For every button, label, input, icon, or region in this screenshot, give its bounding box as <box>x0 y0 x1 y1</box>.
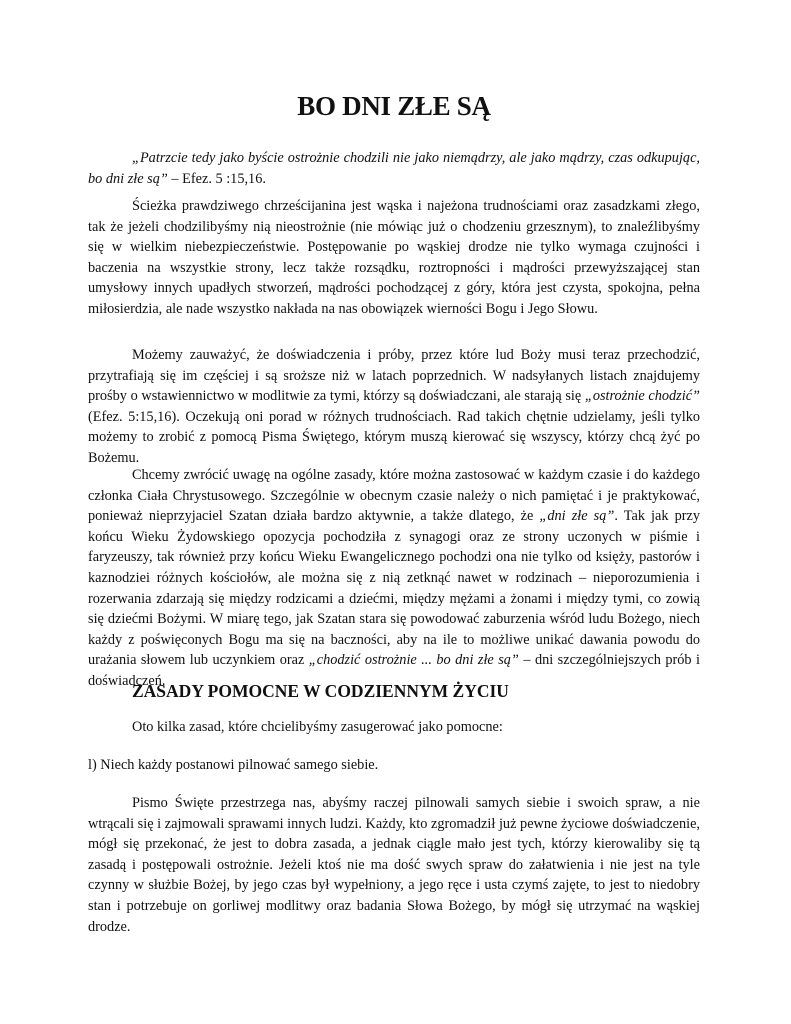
paragraph-3-italic-1: „dni złe są” <box>539 508 615 525</box>
paragraph-2 <box>88 345 700 469</box>
paragraph-2-text-b: (Efez. 5:15,16). Oczekują oni porad w różnych trudnościach. Rad takich chętnie udzielamy, jeśli tylko możemy to zrobić z pomocą Pisma Świętego, którym muszą kierować się wszyscy, którzy chcą żyć po Bożemu. <box>88 408 700 466</box>
paragraph-4: Pismo Święte przestrzega nas, abyśmy raczej pilnowali samych siebie i swoich spraw, a nie wtrącali się i zajmowali sprawami innych ludzi. Każdy, kto zgromadził już pewne życiowe doświadczenie, mógł się przekonać, że jest to dobra zasada, a jednak ciągle mało jest tych, którzy kierowaliby się tą zasadą i postępowali ostrożnie. Jeżeli ktoś nie ma dość swych spraw do załatwienia i nie jest na tyle czynny w służbie Bożej, by jego czas był wypełniony, a jego ręce i usta czymś zajęte, to jest to niedobry stan i potrzebuje on gorliwej modlitwy oraz badania Słowa Bożego, by mógł się utrzymać na wąskiej drodze. <box>88 795 700 935</box>
section-intro: Oto kilka zasad, które chcielibyśmy zasugerować jako pomocne: <box>132 719 503 735</box>
paragraph-3-text-c: – dni szczególniejszych prób i doświadczeń. <box>88 652 700 689</box>
paragraph-3-text-b: . Tak jak przy końcu Wieku Żydowskiego opozycja pochodziła z synagogi oraz ze strony uczonych w piśmie i faryzeuszy, tak również przy końcu Wieku Ewangelicznego pochodzi ona nie tylko od księży, pastorów i kaznodziei różnych kościołów, ale można się z nią zetknąć nawet w rodzinach – nieporozumienia i rozerwania zdarzają się między rodzicami a dziećmi, między mężami a żonami i między tymi, co zowią się dziećmi Bożymi. W miarę tego, jak Szatan stara się powodować zaburzenia wśród ludu Bożego, niech każdy z poświęconych Bogu ma się na baczności, aby na ile to możliwe unikać dawania powodu do urażania słowem lub uczynkiem oraz <box>88 508 701 669</box>
paragraph-1: Ścieżka prawdziwego chrześcijanina jest wąska i najeżona trudnościami oraz zasadzkami złego, tak że jeżeli chodzilibyśmy nią nieostrożnie (nie mówiąc już o chodzeniu grzesznym), to znaleźlibyśmy się w wielkim niebezpieczeństwie. Postępowanie po wąskiej drodze nie tylko wymaga czujności i baczenia na wszystkie strony, lecz także rozsądku, roztropności i mądrości przewyższającej stan umysłowy innych upadłych stworzeń, mądrości pochodzącej z góry, która jest czysta, spokojna, pełna miłosierdzia, ale nade wszystko nakłada na nas obowiązek wierności Bogu i Jego Słowu. <box>88 198 700 317</box>
motto-paragraph <box>88 148 700 189</box>
motto-quote: „Patrzcie tedy jako byście ostrożnie chodzili nie jako niemądrzy, ale jako mądrzy, czas odkupując, bo dni złe są” <box>88 150 700 187</box>
motto-reference: – Efez. 5 :15,16. <box>167 170 266 187</box>
paragraph-3-italic-2: „chodzić ostrożnie ... bo dni złe są” <box>308 652 519 669</box>
rule-1: l) Niech każdy postanowi pilnować samego siebie. <box>88 757 379 773</box>
paragraph-3 <box>88 465 700 692</box>
paragraph-2-text-a: Możemy zauważyć, że doświadczenia i próby, przez które lud Boży musi teraz przechodzić, przytrafiają się im częściej i są sroższe niż w latach poprzednich. W nadsyłanych listach znajdujemy prośby o wstawiennictwo w modlitwie za tymi, którzy są doświadczani, ale starają się <box>88 347 700 405</box>
paragraph-2-italic: „ostrożnie chodzić” <box>584 388 700 405</box>
section-heading: ZASADY POMOCNE W CODZIENNYM ŻYCIU <box>132 681 509 701</box>
paragraph-3-text-a: Chcemy zwrócić uwagę na ogólne zasady, które można zastosować w każdym czasie i do każdego członka Ciała Chrystusowego. Szczególnie w obecnym czasie należy o nich pamiętać i je praktykować, ponieważ nieprzyjaciel Szatan działa bardzo aktywnie, a także dlatego, że <box>88 467 700 525</box>
document-title: BO DNI ZŁE SĄ <box>297 91 491 121</box>
